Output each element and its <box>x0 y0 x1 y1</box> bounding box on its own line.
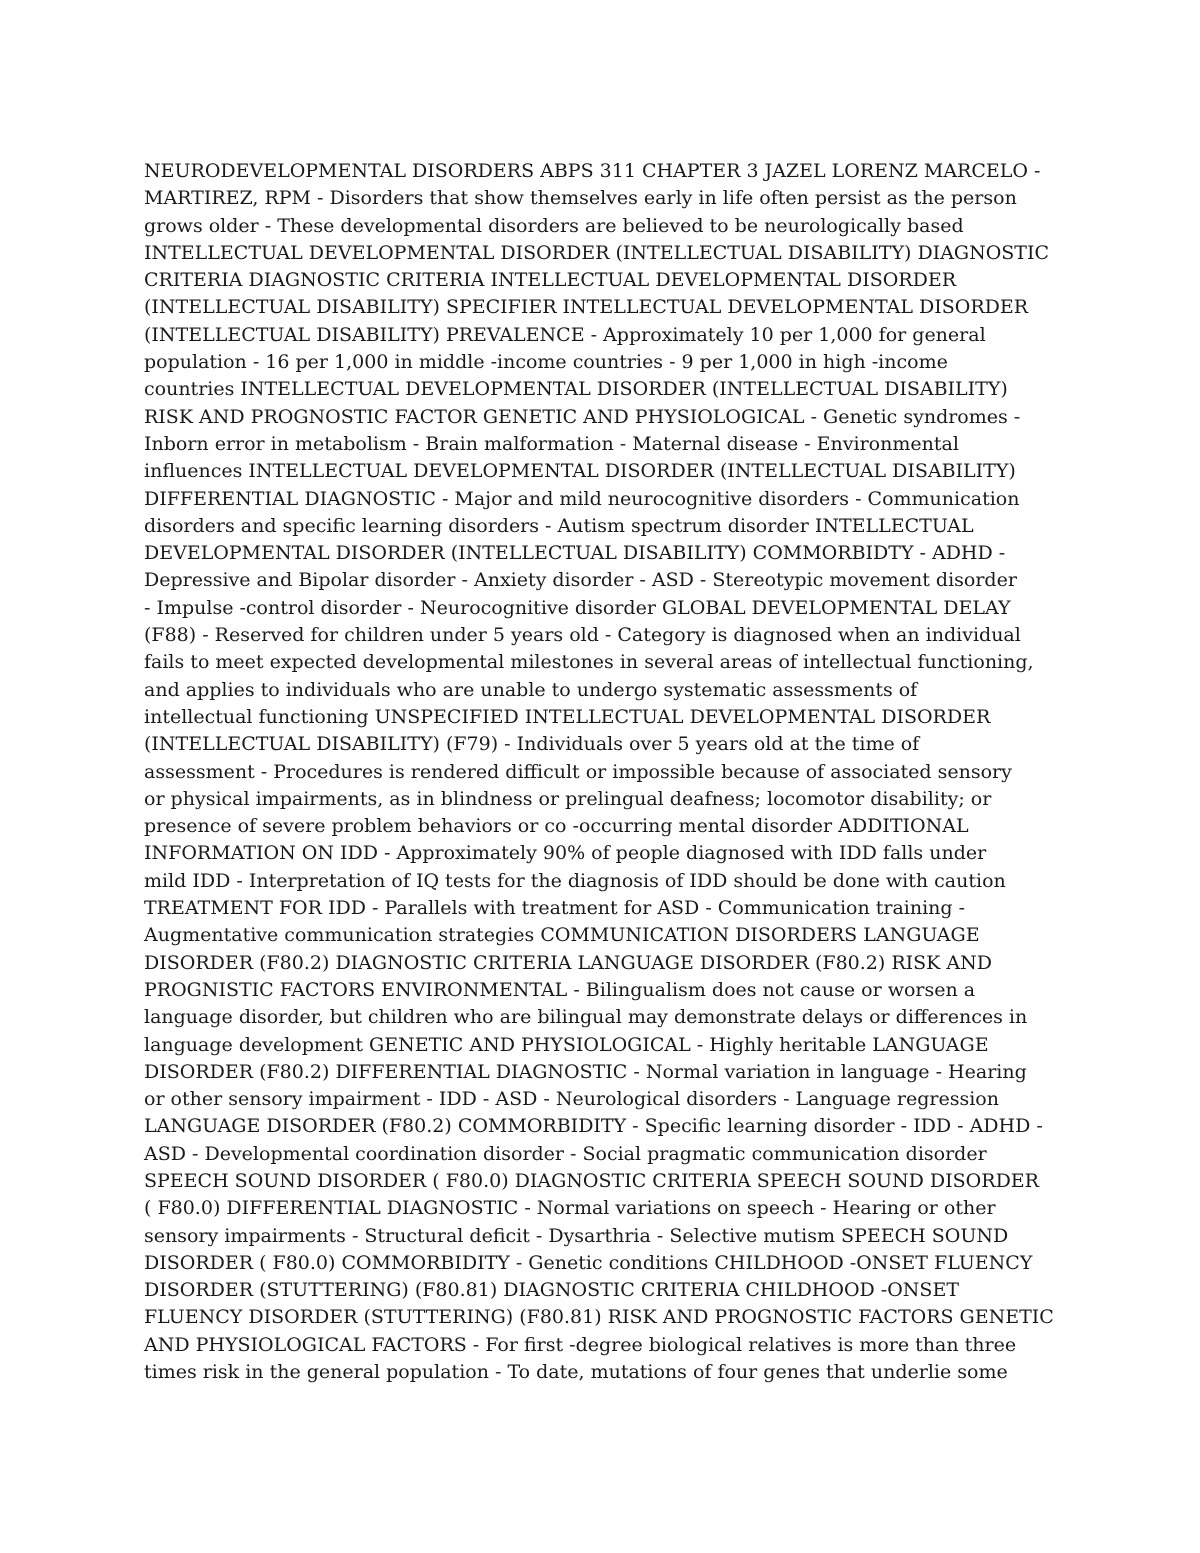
text-line: population - 16 per 1,000 in middle -income countries - 9 per 1,000 in high -income <box>144 351 948 374</box>
text-line: (F88) - Reserved for children under 5 years old - Category is diagnosed when an individual <box>144 624 1021 647</box>
text-line: ASD - Developmental coordination disorder - Social pragmatic communication disorder <box>144 1142 987 1165</box>
text-line: presence of severe problem behaviors or co -occurring mental disorder ADDITIONAL <box>144 815 969 838</box>
text-line: (INTELLECTUAL DISABILITY) SPECIFIER INTELLECTUAL DEVELOPMENTAL DISORDER <box>144 296 1029 319</box>
text-line: DISORDER (F80.2) DIFFERENTIAL DIAGNOSTIC - Normal variation in language - Hearing <box>144 1060 1027 1083</box>
text-line: INTELLECTUAL DEVELOPMENTAL DISORDER (INTELLECTUAL DISABILITY) DIAGNOSTIC <box>144 241 1050 264</box>
text-line: DISORDER ( F80.0) COMMORBIDITY - Genetic conditions CHILDHOOD -ONSET FLUENCY <box>144 1251 1033 1274</box>
text-line: DEVELOPMENTAL DISORDER (INTELLECTUAL DISABILITY) COMMORBIDTY - ADHD - <box>144 542 1006 565</box>
text-line: grows older - These developmental disorders are believed to be neurologically based <box>144 214 964 237</box>
text-line: disorders and specific learning disorders - Autism spectrum disorder INTELLECTUAL <box>144 514 974 537</box>
text-line: language disorder, but children who are bilingual may demonstrate delays or differences in <box>144 1006 1028 1029</box>
text-line: (INTELLECTUAL DISABILITY) PREVALENCE - Approximately 10 per 1,000 for general <box>144 323 986 346</box>
text-line: DIFFERENTIAL DIAGNOSTIC - Major and mild neurocognitive disorders - Communication <box>144 487 1020 510</box>
text-line: fails to meet expected developmental milestones in several areas of intellectual functioning, <box>144 651 1034 674</box>
text-line: CRITERIA DIAGNOSTIC CRITERIA INTELLECTUAL DEVELOPMENTAL DISORDER <box>144 269 957 292</box>
text-line: LANGUAGE DISORDER (F80.2) COMMORBIDITY - Specific learning disorder - IDD - ADHD - <box>144 1115 1043 1138</box>
text-line: mild IDD - Interpretation of IQ tests for the diagnosis of IDD should be done with caution <box>144 869 1006 892</box>
text-line: DISORDER (F80.2) DIAGNOSTIC CRITERIA LANGUAGE DISORDER (F80.2) RISK AND <box>144 951 992 974</box>
text-line: RISK AND PROGNOSTIC FACTOR GENETIC AND PHYSIOLOGICAL - Genetic syndromes - <box>144 405 1021 428</box>
text-line: NEURODEVELOPMENTAL DISORDERS ABPS 311 CHAPTER 3 JAZEL LORENZ MARCELO - <box>144 160 1041 182</box>
text-line: countries INTELLECTUAL DEVELOPMENTAL DISORDER (INTELLECTUAL DISABILITY) <box>144 378 1008 401</box>
text-line: sensory impairments - Structural deficit - Dysarthria - Selective mutism SPEECH SOUND <box>144 1224 1009 1247</box>
text-line: PROGNISTIC FACTORS ENVIRONMENTAL - Bilingualism does not cause or worsen a <box>144 978 976 1001</box>
text-line: language development GENETIC AND PHYSIOLOGICAL - Highly heritable LANGUAGE <box>144 1033 989 1056</box>
text-line: or physical impairments, as in blindness or prelingual deafness; locomotor disability; or <box>144 787 992 810</box>
text-line: SPEECH SOUND DISORDER ( F80.0) DIAGNOSTIC CRITERIA SPEECH SOUND DISORDER <box>144 1169 1039 1192</box>
text-line: INFORMATION ON IDD - Approximately 90% of people diagnosed with IDD falls under <box>144 842 987 865</box>
text-line: AND PHYSIOLOGICAL FACTORS - For first -degree biological relatives is more than three <box>144 1333 1017 1356</box>
text-line: Inborn error in metabolism - Brain malformation - Maternal disease - Environmental <box>144 432 959 455</box>
text-line: Augmentative communication strategies COMMUNICATION DISORDERS LANGUAGE <box>144 924 980 947</box>
text-line: (INTELLECTUAL DISABILITY) (F79) - Individuals over 5 years old at the time of <box>144 733 920 756</box>
text-line: DISORDER (STUTTERING) (F80.81) DIAGNOSTIC CRITERIA CHILDHOOD -ONSET <box>144 1279 959 1302</box>
text-line: - Impulse -control disorder - Neurocognitive disorder GLOBAL DEVELOPMENTAL DELAY <box>144 596 1011 619</box>
text-line: MARTIREZ, RPM - Disorders that show themselves early in life often persist as the person <box>144 187 1017 210</box>
text-line: times risk in the general population - To date, mutations of four genes that underlie some <box>144 1361 1008 1384</box>
text-line: ( F80.0) DIFFERENTIAL DIAGNOSTIC - Normal variations on speech - Hearing or other <box>144 1197 996 1220</box>
text-line: Depressive and Bipolar disorder - Anxiety disorder - ASD - Stereotypic movement disorder <box>144 569 1017 592</box>
text-line: or other sensory impairment - IDD - ASD - Neurological disorders - Language regression <box>144 1088 999 1111</box>
text-line: and applies to individuals who are unable to undergo systematic assessments of <box>144 678 918 701</box>
text-line: TREATMENT FOR IDD - Parallels with treatment for ASD - Communication training - <box>144 897 966 920</box>
text-line: influences INTELLECTUAL DEVELOPMENTAL DISORDER (INTELLECTUAL DISABILITY) <box>144 460 1016 483</box>
text-line: intellectual functioning UNSPECIFIED INTELLECTUAL DEVELOPMENTAL DISORDER <box>144 705 991 728</box>
document-body-text <box>144 158 1074 1386</box>
text-line: FLUENCY DISORDER (STUTTERING) (F80.81) RISK AND PROGNOSTIC FACTORS GENETIC <box>144 1306 1054 1329</box>
text-line: assessment - Procedures is rendered difficult or impossible because of associated sensory <box>144 760 1012 783</box>
